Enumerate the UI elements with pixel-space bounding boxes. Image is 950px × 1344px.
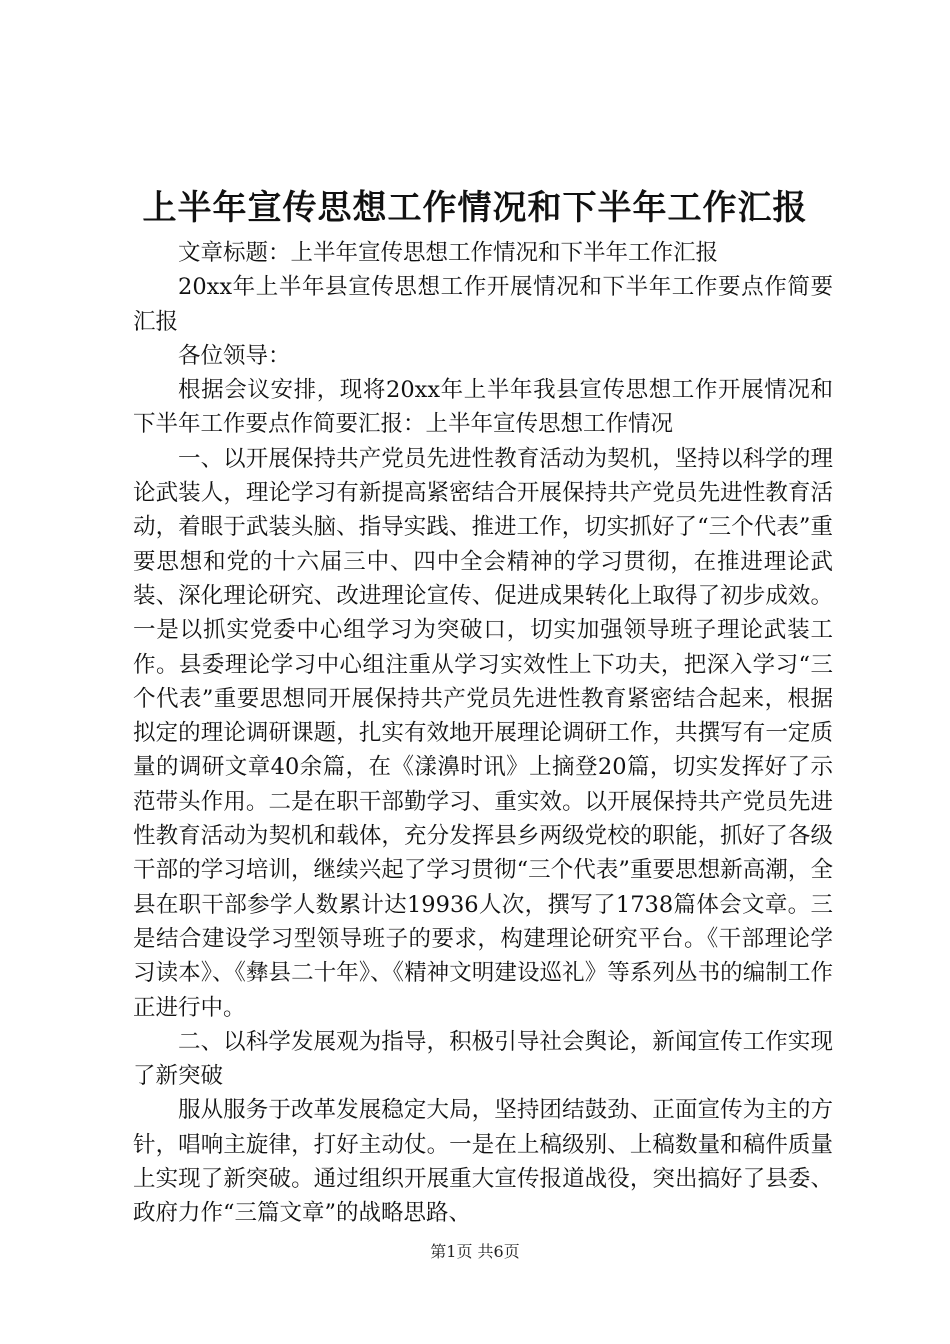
section-two-heading: 二、以科学发展观为指导，积极引导社会舆论，新闻宣传工作实现了新突破 <box>133 1028 833 1090</box>
salutation: 各位领导： <box>178 342 291 369</box>
page-footer: 第1页 共6页 <box>430 1242 520 1261</box>
intro-paragraph: 根据会议安排，现将20xx年上半年我县宣传思想工作开展情况和下半年工作要点作简要汇报：上半年宣传思想工作情况 <box>133 377 833 438</box>
document-body <box>133 236 833 1231</box>
document-title: 上半年宣传思想工作情况和下半年工作汇报 <box>142 188 808 228</box>
report-subtitle: 20xx年上半年县宣传思想工作开展情况和下半年工作要点作简要汇报 <box>133 274 833 335</box>
section-one-paragraph: 一、以开展保持共产党员先进性教育活动为契机，坚持以科学的理论武装人，理论学习有新提高紧密结合开展保持共产党员先进性教育活动，着眼于武装头脑、指导实践、推进工作，切实抓好了“三个代表”重要思想和党的十六届三中、四中全会精神的学习贯彻，在推进理论武装、深化理论研究、改进理论宣传、促进成果转化上取得了初步成效。一是以抓实党委中心组学习为突破口，切实加强领导班子理论武装工作。县委理论学习中心组注重从学习实效性上下功夫，把深入学习“三个代表”重要思想同开展保持共产党员先进性教育紧密结合起来，根据拟定的理论调研课题，扎实有效地开展理论调研工作，共撰写有一定质量的调研文章40余篇，在《漾濞时讯》上摘登20篇，切实发挥好了示范带头作用。二是在职干部勤学习、重实效。以开展保持共产党员先进性教育活动为契机和载体，充分发挥县乡两级党校的职能，抓好了各级干部的学习培训，继续兴起了学习贯彻“三个代表”重要思想新高潮，全县在职干部参学人数累计达19936人次，撰写了1738篇体会文章。三是结合建设学习型领导班子的要求，构建理论研究平台。《干部理论学习读本》、《彝县二十年》、《精神文明建设巡礼》等系列丛书的编制工作正进行中。 <box>133 445 833 1021</box>
article-title-line: 文章标题：上半年宣传思想工作情况和下半年工作汇报 <box>178 240 719 266</box>
section-two-paragraph: 服从服务于改革发展稳定大局，坚持团结鼓劲、正面宣传为主的方针，唱响主旋律，打好主动仗。一是在上稿级别、上稿数量和稿件质量上实现了新突破。通过组织开展重大宣传报道战役，突出搞好了县委、政府力作“三篇文章”的战略思路、 <box>133 1097 833 1227</box>
